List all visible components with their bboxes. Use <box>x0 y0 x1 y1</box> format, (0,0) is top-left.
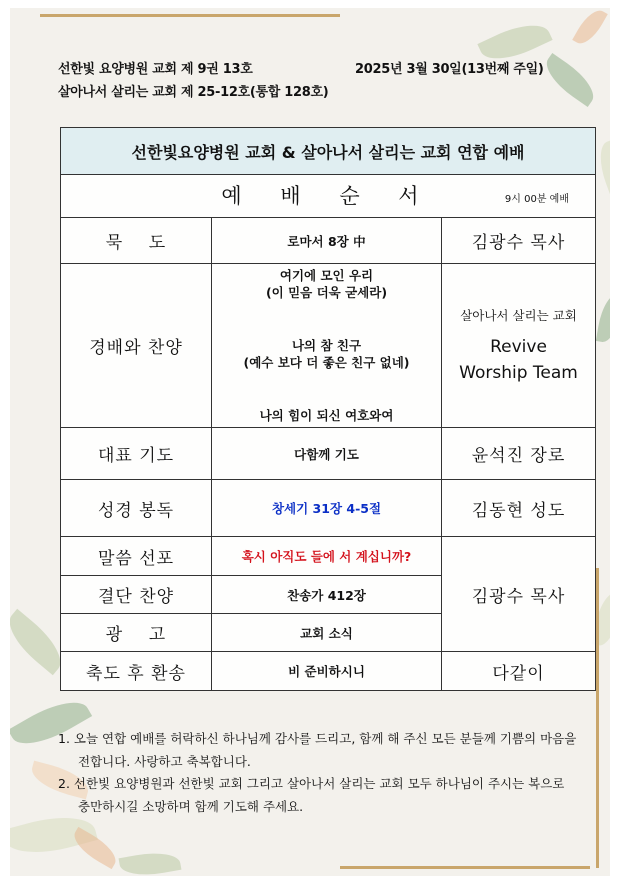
song-title: 나의 참 친구 <box>291 337 362 353</box>
song-subtitle: (이 믿음 더욱 굳세라) <box>265 285 388 301</box>
benediction-content: 비 준비하시니 <box>212 652 442 691</box>
decision-hymn-content: 찬송가 412장 <box>212 576 442 614</box>
order-heading-row <box>61 175 596 218</box>
silent-prayer-label: 묵 도 <box>61 218 212 264</box>
worship-team-name: Worship Team <box>459 362 578 383</box>
announcements-content: 교회 소식 <box>212 614 442 652</box>
leaf-decoration <box>596 292 610 345</box>
announcements-label: 광 고 <box>61 614 212 652</box>
rep-prayer-content: 다함께 기도 <box>212 428 442 480</box>
sermon-title: 혹시 아직도 들에 서 계십니까? <box>212 537 442 576</box>
worship-label: 경배와 찬양 <box>61 264 212 428</box>
service-time: 9시 00분 예배 <box>504 194 569 205</box>
service-title: 선한빛요양병원 교회 & 살아나서 살리는 교회 연합 예배 <box>61 128 596 175</box>
church-issue-number: 살아나서 살리는 교회 제 25-12호(통합 128호) <box>58 85 329 100</box>
note-item: 2. 선한빛 요양병원과 선한빛 교회 그리고 살아나서 살리는 교회 모두 하나님이 주시는 복으로 충만하시길 소망하며 함께 기도해 주세요. <box>58 776 565 814</box>
leaf-decoration <box>119 848 182 876</box>
gold-frame-line <box>40 14 340 17</box>
decision-hymn-label: 결단 찬양 <box>61 576 212 614</box>
note-item: 1. 오늘 연합 예배를 허락하신 하나님께 감사를 드리고, 함께 해 주신 모든 분들께 기쁨의 마음을 전합니다. 사랑하고 축복합니다. <box>58 731 577 769</box>
worship-songs <box>212 264 442 428</box>
rep-prayer-label: 대표 기도 <box>61 428 212 480</box>
worship-team-name: Revive <box>490 336 547 357</box>
scripture-label: 성경 봉독 <box>61 480 212 537</box>
leaf-decoration <box>572 8 608 49</box>
worship-order-table <box>60 127 596 691</box>
table-row <box>61 218 596 264</box>
leaf-decoration <box>539 53 602 107</box>
sermon-label: 말씀 선포 <box>61 537 212 576</box>
scripture-reader: 김동현 성도 <box>442 480 596 537</box>
bulletin-issue-line <box>58 58 252 77</box>
table-row <box>61 428 596 480</box>
issue-number: 선한빛 요양병원 교회 제 9권 13호 <box>58 62 253 77</box>
table-row <box>61 537 596 576</box>
worship-leader-church: 살아나서 살리는 교회 <box>460 307 577 323</box>
table-row <box>61 264 596 428</box>
worship-leader <box>442 264 596 428</box>
benediction-leader: 다같이 <box>442 652 596 691</box>
rep-prayer-leader: 윤석진 장로 <box>442 428 596 480</box>
gold-frame-line <box>340 866 590 869</box>
table-row <box>61 480 596 537</box>
silent-prayer-content: 로마서 8장 中 <box>212 218 442 264</box>
sermon-leader: 김광수 목사 <box>442 537 596 652</box>
announcement-notes <box>58 728 578 818</box>
benediction-label: 축도 후 환송 <box>61 652 212 691</box>
gold-frame-line <box>596 568 599 868</box>
silent-prayer-leader: 김광수 목사 <box>442 218 596 264</box>
song-title: 여기에 모인 우리 <box>279 267 374 283</box>
scripture-reference: 창세기 31장 4-5절 <box>212 480 442 537</box>
song-title: 나의 힘이 되신 여호와여 <box>259 407 394 423</box>
song-subtitle: (예수 보다 더 좋은 친구 없네) <box>243 355 410 371</box>
order-title: 예 배 순 서 <box>221 184 435 208</box>
service-date: 2025년 3월 30일(13번째 주일) <box>355 62 544 77</box>
table-row <box>61 652 596 691</box>
